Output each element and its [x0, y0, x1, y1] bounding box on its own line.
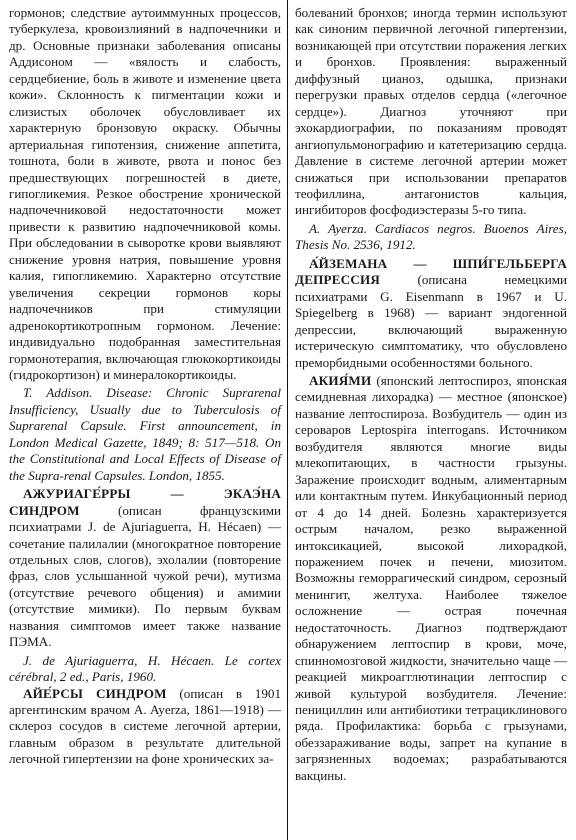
entry-akiyami-heading: АКИЯ́МИ	[309, 372, 372, 388]
left-column	[9, 5, 281, 768]
entry-ayerza-heading: АЙЕ́РСЫ СИНДРОМ	[23, 685, 167, 701]
addison-continuation: гормонов; следствие аутоиммунных процессов, туберкулеза, кровоизлияний в надпочечники и др. Основные признаки заболевания описаны Аддисоном — «вялость и слабость, сердцебиение, боль в животе и изменение цвета кожи». Склонность к пигментации кожи и слизистых оболочек обусловливает их характерную бронзовую окраску. Обычны артериальная гипотензия, снижение аппетита, тошнота, боли в животе, рвота и понос без предшествующих погрешностей в диете, гипогликемия. Резкое обострение хронической надпочечниковой недостаточности может привести к развитию надпочечниковой комы. При обследовании в сыворотке крови выявляют снижение уровня натрия, повышение уровня калия, гипогликемию. Характерно отсутствие увеличения секреции гормонов коры надпочечников при стимуляции адренокортикотропным гормоном. Лечение: индивидуально подобранная заместительная гормонотерапия, включающая глюкокортикоиды (гидрокортизон) и минералокортикоиды.	[9, 5, 281, 382]
entry-ayerza-body: (описан в 1901 аргентинским врачом A. Ayerza, 1861—1918) — склероз сосудов в системе легочной артерии, главным образом в результате длительной легочной гипертензии на фоне хронических за-	[9, 685, 281, 767]
entry-ajuriaguerra	[9, 486, 281, 651]
addison-reference: T. Addison. Disease: Chronic Suprarenal Insufficiency, Usually due to Tuberculosis of Suprarenal Capsule. First announcement, in London Medical Gazette, 1849; 8: 517—518. On the Constitutional and Local Effects of Disease of the Supra-renal Capsules. London, 1855.	[9, 385, 281, 483]
ayerza-reference: A. Ayerza. Cardiacos negros. Buoenos Aires, Thesis No. 2536, 1912.	[295, 220, 567, 253]
column-divider	[287, 0, 288, 840]
entry-akiyami	[295, 373, 567, 784]
entry-akiyami-body: (японский лептоспироз, японская семидневная лихорадка) — местное (японское) название лептоспироза. Возбудитель — один из сероваров Leptospira interrogans. Источником возбудителя являются многие виды млекопитающих, в частности грызуны. Заражение происходит водным, алиментарным или контактным путем. Инкубационный период от 4 до 14 дней. Болезнь характеризуется острым началом, резко выраженной интоксикацией, высокой лихорадкой, поражением почек и печени, миозитом. Возможны геморрагический синдром, серозный менингит, желтуха. Наиболее тяжелое осложнение — острая почечная недостаточность. Диагноз подтверждают обнаружением лептоспир в крови, моче, спинномозговой жидкости, значительно чаще — реакцией микроагглютинации лептоспир с живой культурой возбудителя. Лечение: пенициллин или антибиотики тетрациклинового ряда. Профилактика: борьба с грызунами, обеззараживание воды, запрет на купание в загрязненных водоемах; разрабатываются вакцины.	[295, 372, 567, 783]
entry-ayerza	[9, 686, 281, 768]
entry-eisenmann-body: (описана немецкими психиатрами G. Eisenmann в 1967 и U. Spiegelberg в 1968) — вариант эндогенной депрессии, включающий выраженную истерическую симптоматику, что обусловлено преморбидными особенностями больного.	[295, 272, 567, 370]
ajuriaguerra-reference: J. de Ajuriaguerra, H. Hécaen. Le cortex cérébral, 2 ed., Paris, 1960.	[9, 652, 281, 685]
entry-ajuriaguerra-heading: АЖУРИАГЕ́РРЫ — ЭКАЭ́НА СИНДРОМ	[9, 486, 281, 518]
entry-ajuriaguerra-body: (описан французскими психиатрами J. de Ajuriaguerra, H. Hécaen) — сочетание палилалии (многократное повторение отдельных слов, слогов), эхолалии (повторение фраз, слов услышанной чужой речи), мутизма (отсутствие речевого общения) и амимии (отсутствие мимики). По первым буквам названия симптомов имеет также название ПЭМА.	[9, 502, 281, 650]
entry-eisenmann	[295, 256, 567, 371]
right-column	[295, 5, 567, 784]
ayerza-continuation: болеваний бронхов; иногда термин используют как синоним первичной легочной гипертензии, возникающей при отсутствии поражения легких и бронхов. Проявления: выраженный диффузный цианоз, одышка, признаки перегрузки правых отделов сердца («легочное сердце»). Диагноз уточняют при эхокардиографии, по показаниям проводят ангиопульмонографию и катетеризацию сердца. Давление в системе легочной артерии может снижаться при использовании препаратов теофиллина, антагонистов кальция, ингибиторов фосфодиэстеразы 5-го типа.	[295, 5, 567, 218]
entry-eisenmann-heading: А́ЙЗЕМАНА — ШПИ́ГЕЛЬБЕРГА ДЕПРЕССИЯ	[295, 255, 567, 288]
